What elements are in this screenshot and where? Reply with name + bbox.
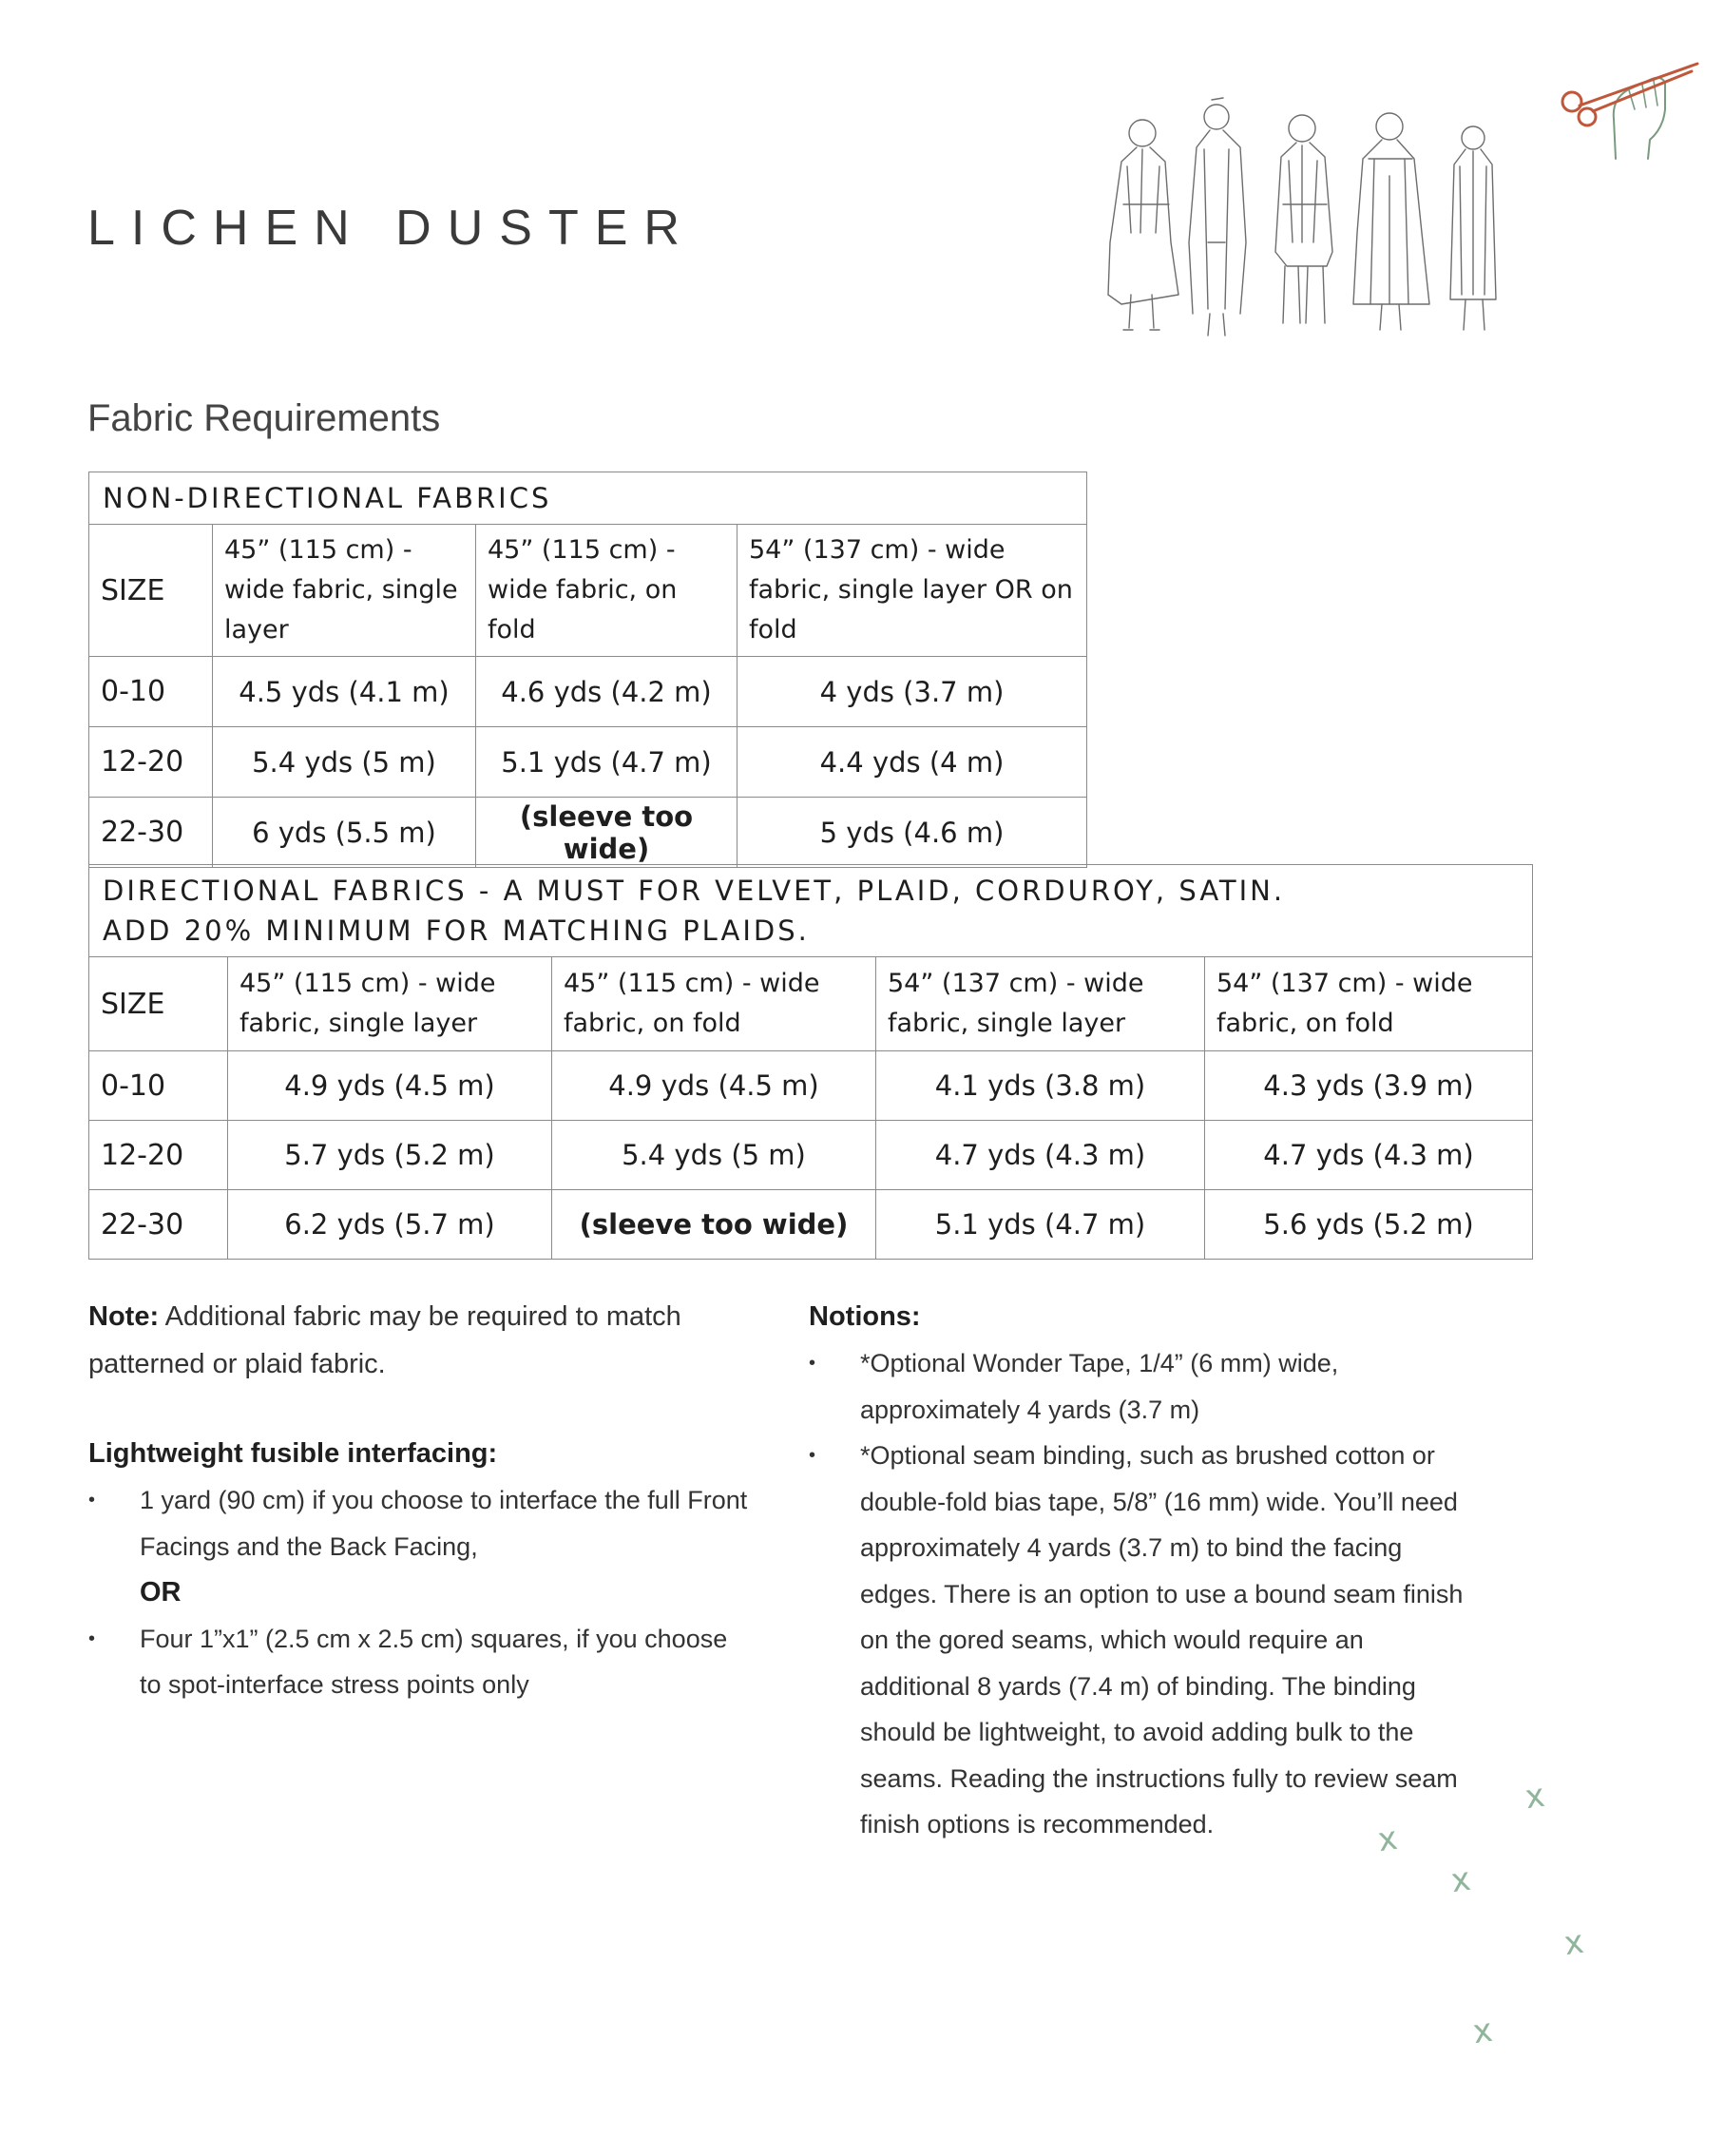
value-cell: 5.1 yds (4.7 m) [476,727,737,798]
figure-3 [1275,115,1332,323]
interfacing-list [88,1477,754,1708]
table-row [89,1121,1533,1190]
garment-figures-illustration [1093,90,1540,337]
note-label: Note: [88,1301,160,1332]
value-cell: 5.4 yds (5 m) [552,1121,876,1190]
value-cell: 4.9 yds (4.5 m) [552,1051,876,1121]
table-caption: NON-DIRECTIONAL FABRICS [89,472,1087,525]
notion-wonder-tape: *Optional Wonder Tape, 1/4” (6 mm) wide, approximately 4 yards (3.7 m) [860,1349,1339,1424]
value-cell: 4.4 yds (4 m) [737,727,1087,798]
value-cell: 4.7 yds (4.3 m) [876,1121,1205,1190]
interfacing-item-full: 1 yard (90 cm) if you choose to interface the full Front Facings and the Back Facing, [140,1486,748,1561]
brand-logo-hand-scissors [1559,52,1701,162]
list-item [809,1433,1474,1848]
value-cell: 4.6 yds (4.2 m) [476,657,737,727]
table-header-row [89,957,1533,1051]
table-row [89,1190,1533,1260]
figure-2 [1189,98,1246,336]
header-cell: 54” (137 cm) - wide fabric, on fold [1205,957,1533,1051]
notes-column [88,1293,754,1708]
list-item [88,1477,754,1616]
table-header-row [89,525,1087,657]
value-cell: 4.5 yds (4.1 m) [213,657,476,727]
list-item [88,1616,754,1708]
size-cell: 22-30 [89,1190,228,1260]
table-caption: DIRECTIONAL FABRICS - A MUST FOR VELVET, PLAID, CORDUROY, SATIN. ADD 20% MINIMUM FOR MATCHING PLAIDS. [89,865,1533,957]
value-cell: 5.6 yds (5.2 m) [1205,1190,1533,1260]
value-cell: 4.1 yds (3.8 m) [876,1051,1205,1121]
value-cell: 5 yds (4.6 m) [737,798,1087,868]
value-cell-sleeve-too-wide: (sleeve too wide) [552,1190,876,1260]
stitch-x-mark: x [1523,1776,1547,1818]
stitch-x-mark: x [1561,1922,1586,1964]
value-cell: 6.2 yds (5.7 m) [228,1190,552,1260]
header-cell: 45” (115 cm) - wide fabric, on fold [476,525,737,657]
interfacing-item-squares: Four 1”x1” (2.5 cm x 2.5 cm) squares, if you choose to spot-interface stress points only [140,1624,728,1699]
non-directional-fabrics-table [88,472,1087,868]
stitch-x-mark: x [1375,1819,1400,1860]
value-cell: 5.1 yds (4.7 m) [876,1190,1205,1260]
table-row [89,798,1087,868]
or-label: OR [140,1577,182,1607]
size-cell: 12-20 [89,1121,228,1190]
page-title: LICHEN DUSTER [87,201,696,256]
header-cell-size: SIZE [89,525,213,657]
note-paragraph [88,1293,754,1388]
value-cell: 5.4 yds (5 m) [213,727,476,798]
stitch-x-mark: x [1448,1859,1473,1901]
figure-5 [1450,126,1496,330]
notions-heading: Notions: [809,1301,921,1332]
table-row [89,1051,1533,1121]
value-cell: 6 yds (5.5 m) [213,798,476,868]
note-text: Additional fabric may be required to match patterned or plaid fabric. [88,1301,681,1379]
value-cell: 4.7 yds (4.3 m) [1205,1121,1533,1190]
stitch-x-mark: x [1470,2011,1495,2052]
header-cell: 54” (137 cm) - wide fabric, single layer [876,957,1205,1051]
figure-1 [1108,120,1178,330]
list-item [809,1340,1474,1433]
value-cell: 5.7 yds (5.2 m) [228,1121,552,1190]
notions-list [809,1340,1474,1848]
section-title-fabric-requirements: Fabric Requirements [87,397,441,439]
header-cell: 45” (115 cm) - wide fabric, single layer [228,957,552,1051]
directional-fabrics-table [88,864,1533,1260]
figure-4 [1353,113,1429,330]
value-cell: 4 yds (3.7 m) [737,657,1087,727]
size-cell: 0-10 [89,1051,228,1121]
header-cell: 54” (137 cm) - wide fabric, single layer OR on fold [737,525,1087,657]
header-cell-size: SIZE [89,957,228,1051]
value-cell: 4.9 yds (4.5 m) [228,1051,552,1121]
interfacing-heading: Lightweight fusible interfacing: [88,1438,498,1469]
value-cell-sleeve-too-wide: (sleeve too wide) [476,798,737,868]
table-row [89,727,1087,798]
value-cell: 4.3 yds (3.9 m) [1205,1051,1533,1121]
notions-column [809,1293,1474,1848]
size-cell: 22-30 [89,798,213,868]
header-cell: 45” (115 cm) - wide fabric, single layer [213,525,476,657]
notion-seam-binding: *Optional seam binding, such as brushed cotton or double-fold bias tape, 5/8” (16 mm) wide. You’ll need approximately 4 yards (3.7 m) to bind the facing edges. There is an option to use a bound seam finish on the gored seams, which would require an additional 8 yards (7.4 m) of binding. The binding should be lightweight, to avoid adding bulk to the seams. Reading the instructions fully to review seam finish options is recommended. [860,1441,1464,1838]
header-cell: 45” (115 cm) - wide fabric, on fold [552,957,876,1051]
size-cell: 12-20 [89,727,213,798]
table-row [89,657,1087,727]
size-cell: 0-10 [89,657,213,727]
